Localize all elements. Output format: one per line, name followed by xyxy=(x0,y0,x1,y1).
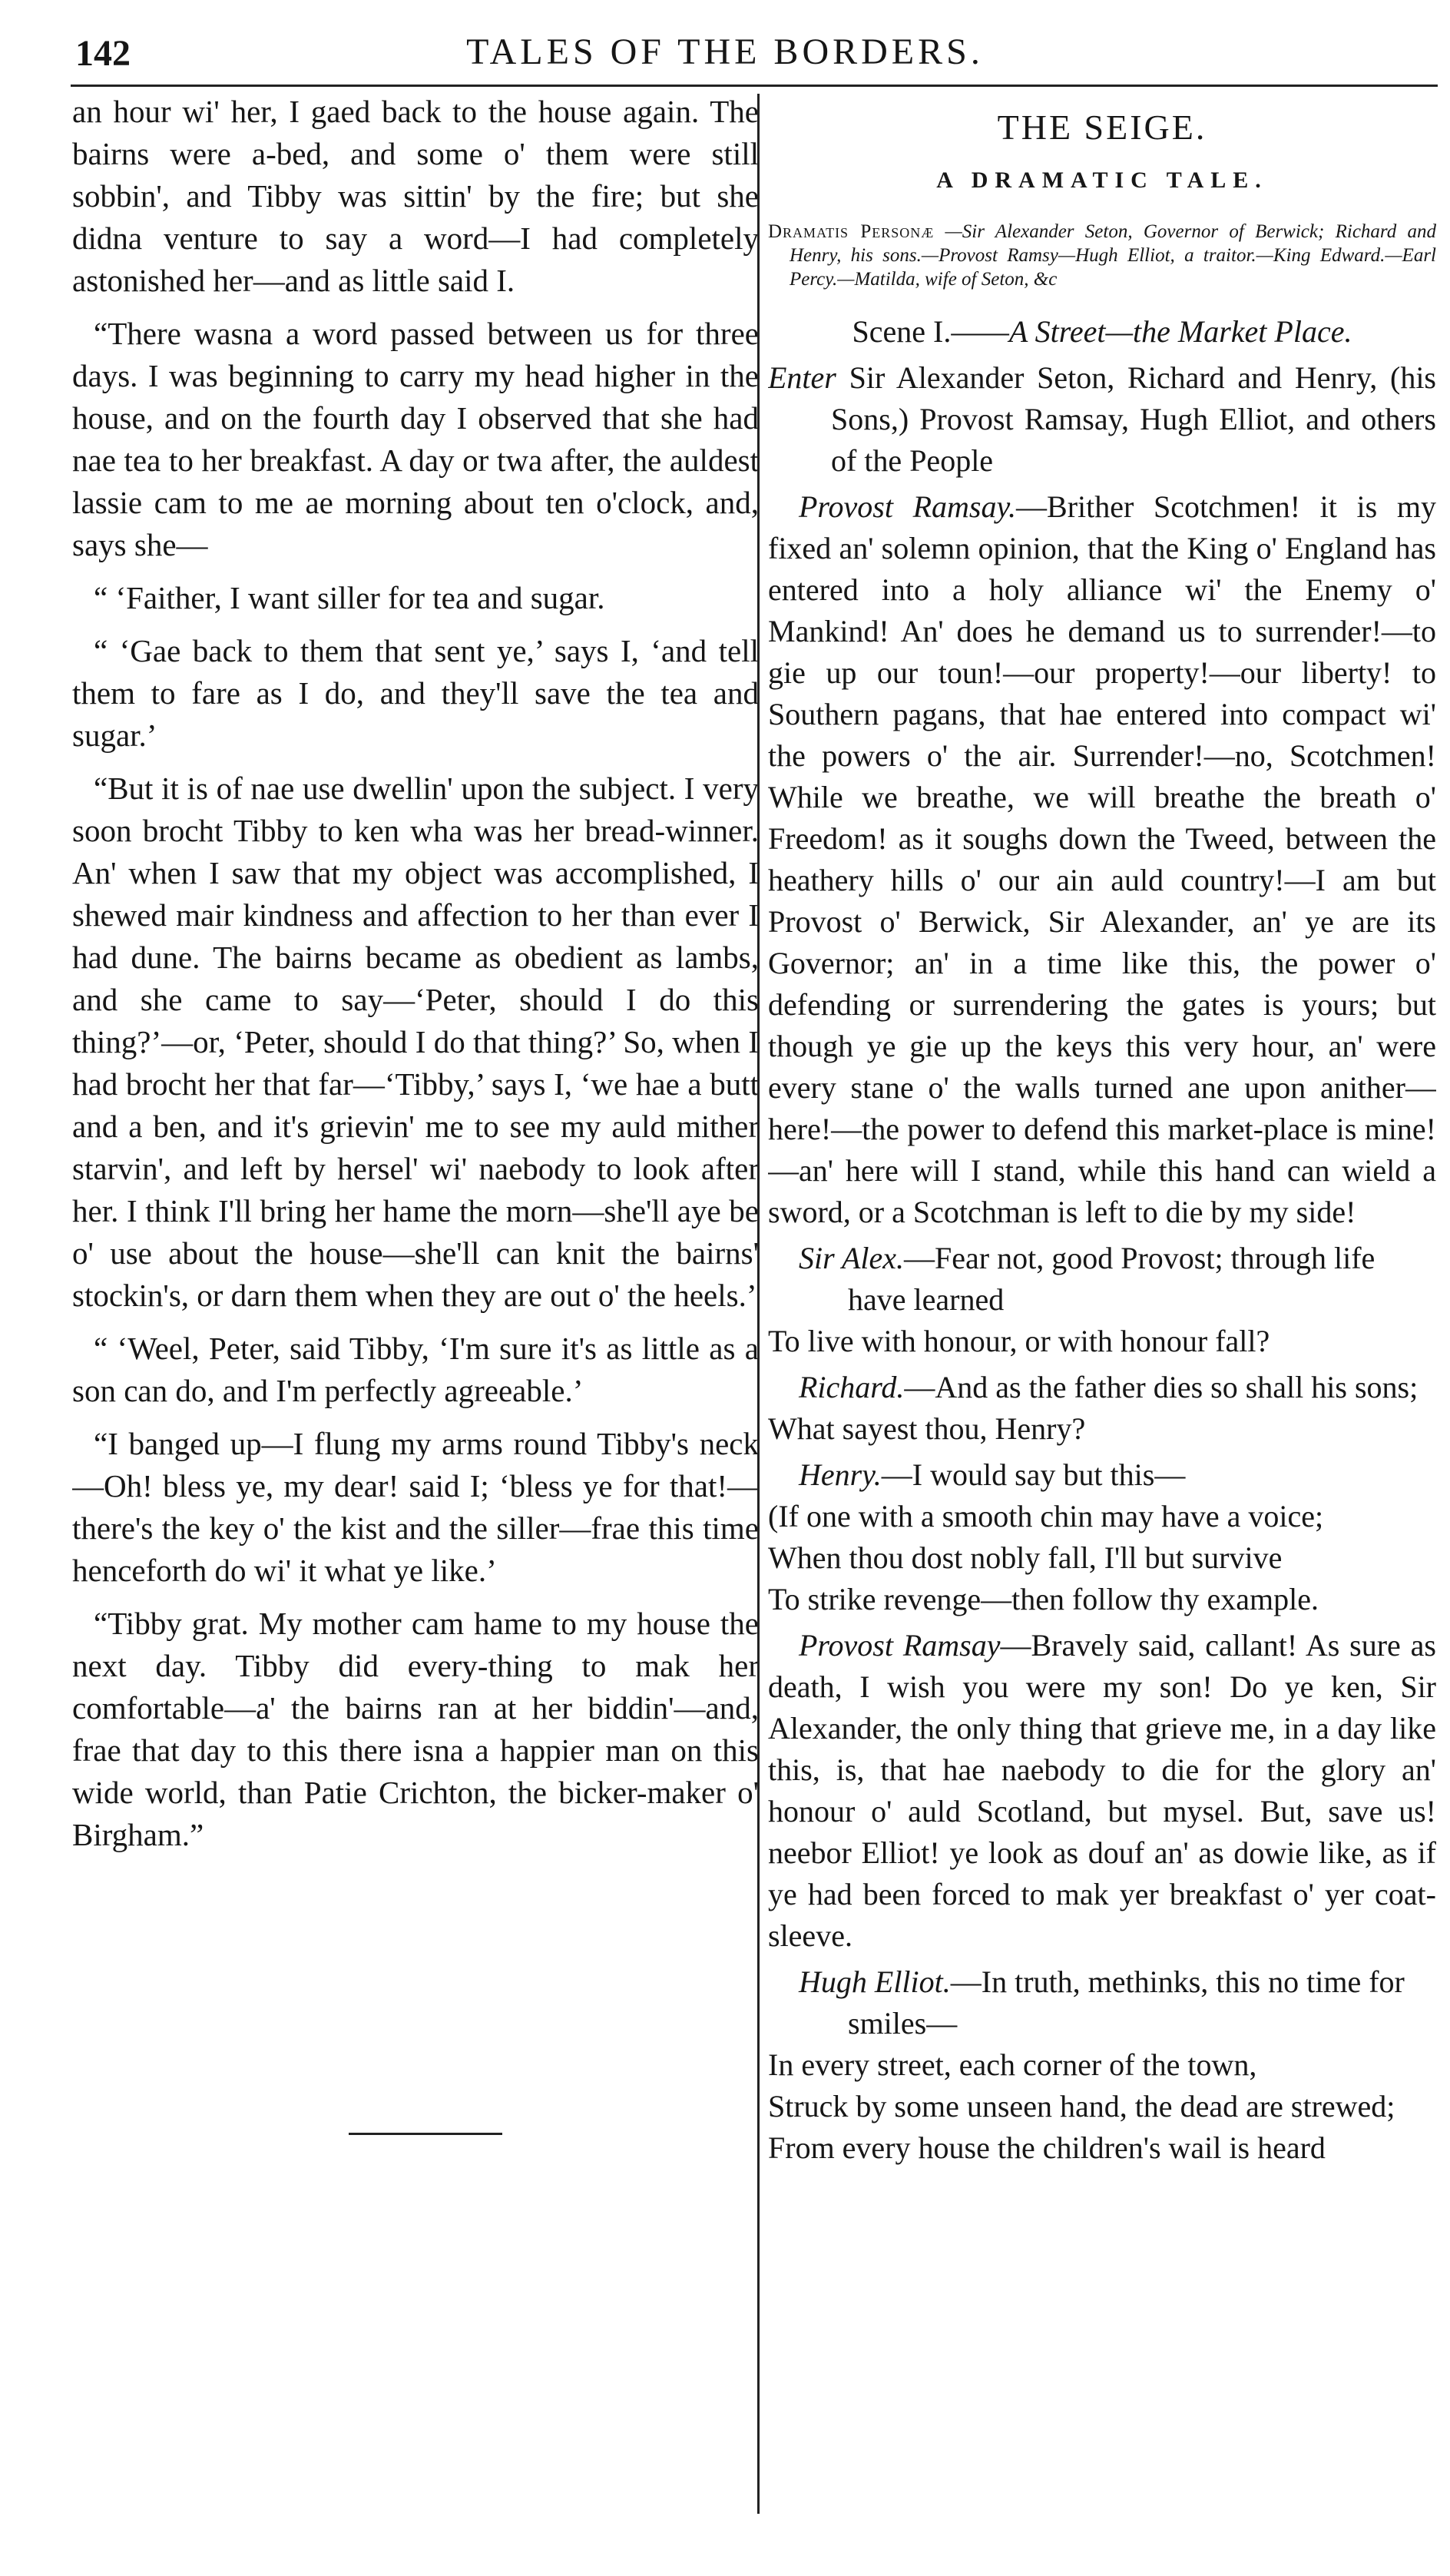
speech-text: —Bravely said, callant! As sure as death, I wish you were my son! Do ye ken, Sir Alexander, the only thing that grieve me, in a day like this, is, that hae naebody to die for the glory an' honour o' auld Scotland, but mysel. But, save us! neebor Elliot! ye look as douf an' as dowie like, as if ye had been forced to mak yer breakfast o' yer coat-sleeve. xyxy=(768,1628,1436,1953)
running-title: TALES OF THE BORDERS. xyxy=(466,31,984,72)
paragraph: an hour wi' her, I gaed back to the house again. The bairns were a-bed, and some o' them were still sobbin', and Tibby was sittin' by the fire; but she didna venture to say a word—I had completely astonished her—and as little said I. xyxy=(72,94,759,298)
scene-heading xyxy=(768,311,1436,353)
header-rule xyxy=(71,85,1438,87)
paragraph: “But it is of nae use dwellin' upon the subject. I very soon brocht Tibby to ken wha was her bread-winner. An' when I saw that my object was accomplished, I shewed mair kindness and affection to her than ever I had dune. The bairns became as obedient as lambs, and she came to say—‘Peter, should I do this thing?’—or, ‘Peter, should I do that thing?’ So, when I had brocht her that far—‘Tibby,’ says I, ‘we hae a butt and a ben, and it's grievin' me to see my auld mither starvin', and left by hersel' wi' naebody to look after her. I think I'll bring her hame the morn—she'll aye be o' use about the house—she'll can knit the bairns' stockin's, or darn them when they are out o' the heels.’ xyxy=(72,771,759,1313)
scene-place: —A Street—the Market Place. xyxy=(982,314,1352,349)
paragraph: “There wasna a word passed between us for three days. I was beginning to carry my head higher in the house, and on the fourth day I observed that she had nae tea to her breakfast. A day or twa after, the auldest lassie cam to me ae morning about ten o'clock, and, says she— xyxy=(72,316,759,562)
verse-text: —I would say but this— xyxy=(881,1457,1186,1492)
verse-line: In every street, each corner of the town, xyxy=(768,2047,1257,2082)
dramatis-personae xyxy=(768,220,1436,291)
verse-line: When thou dost nobly fall, I'll but survive xyxy=(768,1540,1283,1575)
dramatis-label: Dramatis Personæ xyxy=(768,221,935,242)
left-column xyxy=(72,91,759,2549)
verse-line: To strike revenge—then follow thy example. xyxy=(768,1582,1319,1616)
verse-line xyxy=(768,1367,1436,1408)
paragraph: “I banged up—I flung my arms round Tibby's neck—Oh! bless ye, my dear! said I; ‘bless ye for that!—there's the key o' the kist and the siller—frae this time henceforth do wi' it what ye like.’ xyxy=(72,1426,759,1588)
speaker-name: Hugh Elliot. xyxy=(799,1964,951,1999)
verse-text: —In truth, methinks, this no time for smiles— xyxy=(848,1964,1405,2041)
verse-line: Struck by some unseen hand, the dead are strewed; xyxy=(768,2089,1395,2123)
verse-line: To live with honour, or with honour fall? xyxy=(768,1324,1270,1358)
story-end-rule xyxy=(349,2133,502,2135)
paragraph: “ ‘Gae back to them that sent ye,’ says I, ‘and tell them to fare as I do, and they'll save the tea and sugar.’ xyxy=(72,633,759,753)
verse-text: —And as the father dies so shall his sons; xyxy=(904,1370,1419,1404)
speaker-name: Provost Ramsay xyxy=(799,1628,1001,1663)
speech xyxy=(768,1625,1436,1957)
play-subtitle: A DRAMATIC TALE. xyxy=(936,167,1268,193)
verse-line: What sayest thou, Henry? xyxy=(768,1411,1086,1446)
verse-line xyxy=(768,1454,1436,1496)
stage-direction xyxy=(768,357,1436,482)
scene-label: Scene I.— xyxy=(852,314,982,349)
speaker-name: Sir Alex. xyxy=(799,1241,905,1275)
paragraph: “Tibby grat. My mother cam hame to my house the next day. Tibby did every-thing to mak her comfortable—a' the bairns ran at her biddin'—and, frae that day to this there isna a happier man on this wide world, than Patie Crichton, the bicker-maker o' Birgham.” xyxy=(72,1606,759,1852)
dramatis-text: —Sir Alexander Seton, Governor of Berwick; Richard and Henry, his sons.—Provost Ramsy—Hugh Elliot, a traitor.—King Edward.—Earl Percy.—Matilda, wife of Seton, &c xyxy=(790,221,1436,290)
right-column xyxy=(768,91,1436,2549)
verse-text: —Fear not, good Provost; through life have learned xyxy=(848,1241,1376,1317)
stage-text: Sir Alexander Seton, Richard and Henry, (his Sons,) Provost Ramsay, Hugh Elliot, and others of the People xyxy=(831,360,1436,478)
verse-line xyxy=(768,1238,1436,1321)
paragraph: “ ‘Faither, I want siller for tea and sugar. xyxy=(94,580,605,615)
verse-line xyxy=(768,1961,1436,2044)
speaker-name: Provost Ramsay. xyxy=(799,489,1017,524)
paragraph: “ ‘Weel, Peter, said Tibby, ‘I'm sure it's as little as a son can do, and I'm perfectly agreeable.’ xyxy=(72,1331,759,1408)
verse-line: From every house the children's wail is heard xyxy=(768,2130,1326,2165)
column-divider xyxy=(757,94,760,2514)
speech-text: —Brither Scotchmen! it is my fixed an' solemn opinion, that the King o' England has entered into a holy alliance wi' the Enemy o' Mankind! An' does he demand us to surrender!—to gie up our toun!—our property!—our liberty! to Southern pagans, that hae entered into compact wi' the powers o' the air. Surrender!—no, Scotchmen! While we breathe, we will breathe the breath o' Freedom! as it soughs down the Tweed, between the heathery hills o' our ain auld country!—I am but Provost o' Berwick, Sir Alexander, an' ye are its Governor; an' in a time like this, the power o' defending or surrendering the gates is yours; but though ye gie up the keys this very hour, an' were every stane o' the walls turned ane upon anither—here!—the power to defend this market-place is mine!—an' here will I stand, while this hand can wield a sword, or a Scotchman is left to die by my side! xyxy=(768,489,1436,1229)
speaker-name: Henry. xyxy=(799,1457,882,1492)
page-number: 142 xyxy=(75,33,131,74)
stage-label: Enter xyxy=(768,360,836,395)
page-header xyxy=(0,0,1450,85)
speech xyxy=(768,486,1436,1233)
play-title: THE SEIGE. xyxy=(997,108,1207,147)
verse-line: (If one with a smooth chin may have a voice; xyxy=(768,1499,1324,1533)
speaker-name: Richard. xyxy=(799,1370,905,1404)
